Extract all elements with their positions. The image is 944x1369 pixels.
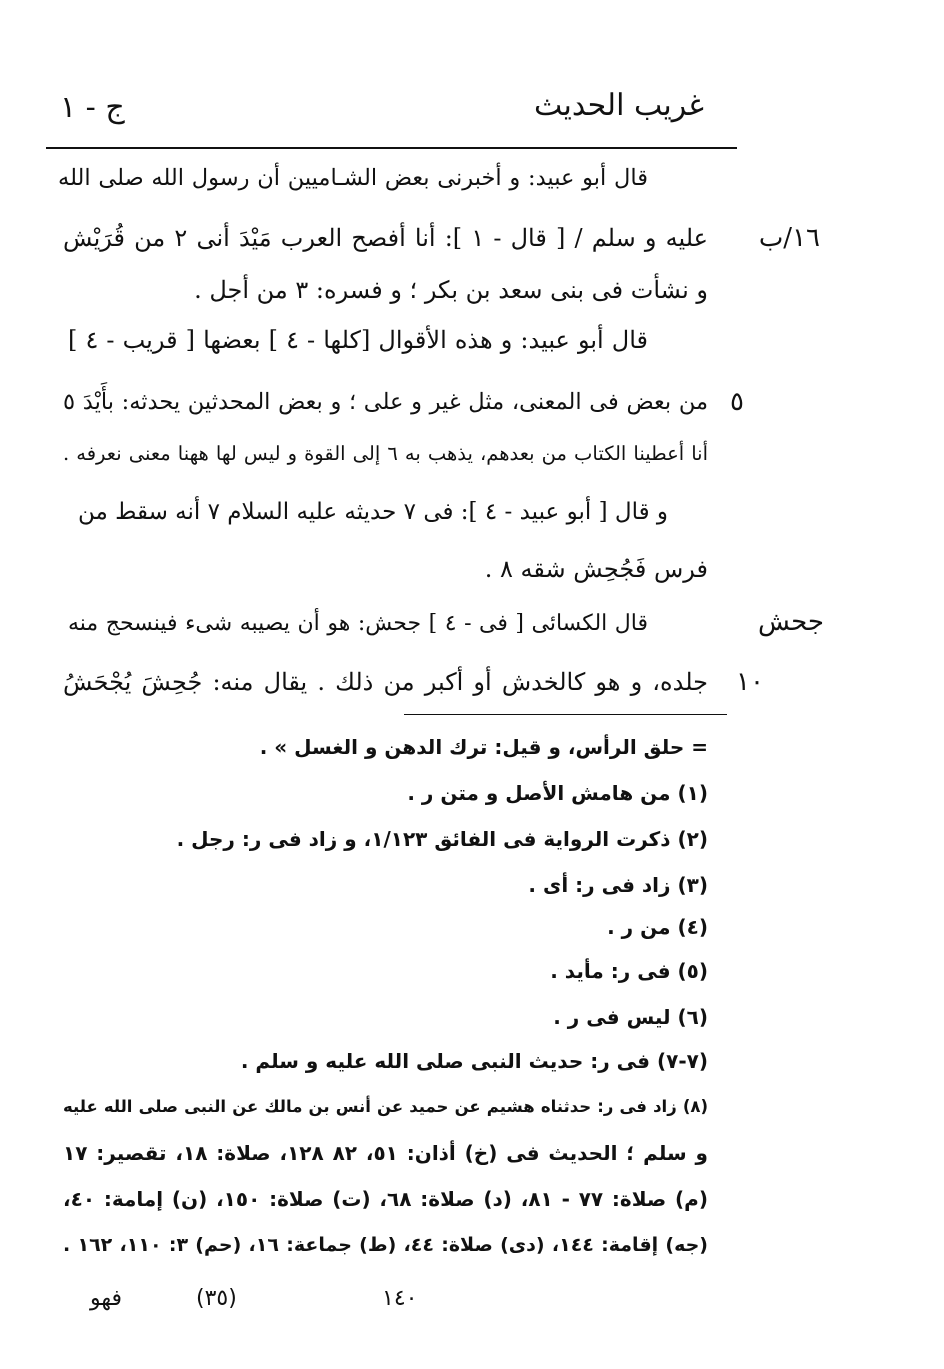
footnote-line: (٣) زاد فى ر: أى . [528,873,708,897]
footnote-line: (م) صلاة: ٧٧ - ٨١، (د) صلاة: ٦٨، (ت) صلاة: ١٥٠، (ن) إمامة: ٤٠، [63,1187,708,1211]
footnote-line: (٨) زاد فى ر: حدثناه هشيم عن حميد عن أنس بن مالك عن النبى صلى الله عليه [63,1097,708,1116]
footnote-line: (٧-٧) فى ر: حديث النبى صلى الله عليه و سلم . [240,1049,708,1073]
running-title: غريب الحديث [534,88,704,123]
text-line: قال الكسائى [ فى - ٤ ] جحش: هو أن يصيبه شىء فينسحج منه [68,611,649,636]
text-line: و قال [ أبو عبيد - ٤ ]: فى ٧ حديثه عليه السلام ٧ أنه سقط من [77,499,668,525]
text-line: قال أبو عبيد: و أخبرنى بعض الشـاميين أن رسول الله صلى الله [58,165,648,191]
footnote-line: (٤) من ر . [607,915,708,939]
text-line: فرس فَجُحِش شقه ٨ . [484,555,708,583]
text-line: قال أبو عبيد: و هذه الأقوال [كلها - ٤ ] بعضها [ قريب - ٤ ] [68,326,649,354]
header-divider [46,147,737,149]
catchword: فهو [90,1286,123,1311]
folio-marker: ١٦/ب [758,223,820,253]
line-number-10: ١٠ [736,667,764,697]
footnote-line: (جه) إقامة: ١٤٤، (دى) صلاة: ٤٤، (ط) جماعة: ١٦، (حم) ٣: ١١٠، ١٦٢ . [63,1234,708,1256]
line-number-5: ٥ [730,387,744,417]
page-number: ١٤٠ [382,1286,418,1311]
text-line: جلده، و هو كالخدش أو أكبر من ذلك . يقال منه: جُحِشَ يُجْحَشُ [63,668,708,696]
volume-label: ج - ١ [60,90,125,125]
footnote-divider [404,714,727,715]
footnote-line: (٦) ليس فى ر . [553,1005,708,1029]
footnote-line: (٥) فى ر: مأيد . [550,959,708,983]
footnote-line: (٢) ذكرت الرواية فى الفائق ١/١٢٣، و زاد فى ر: رجل . [176,827,708,851]
text-line: من بعض فى المعنى، مثل غير و على ؛ و بعض المحدثين يحدثه: بأَيْدَ ٥ [63,389,708,415]
text-line: عليه و سلم / [ قال - ١ ]: أنا أفصح العرب مَيْدَ أنى ٢ من قُرَيْش [63,224,708,252]
gathering-signature: (٣٥) [196,1286,237,1311]
text-line: و نشأت فى بنى سعد بن بكر ؛ و فسره: ٣ من أجل . [194,276,708,304]
footnote-line: و سلم ؛ الحديث فى (خ) أذان: ٥١، ٨٢ ١٢٨، صلاة: ١٨، تقصير: ١٧ [63,1141,708,1165]
footnote-line: (١) من هامش الأصل و متن ر . [407,781,708,805]
text-line: أنا أعطينا الكتاب من بعدهم، يذهب به ٦ إلى القوة و ليس لها ههنا معنى نعرفه . [63,442,708,465]
margin-keyword: جحش [757,607,824,637]
footnote-line: = حلق الرأس، و قيل: ترك الدهن و الغسل » . [259,735,708,759]
